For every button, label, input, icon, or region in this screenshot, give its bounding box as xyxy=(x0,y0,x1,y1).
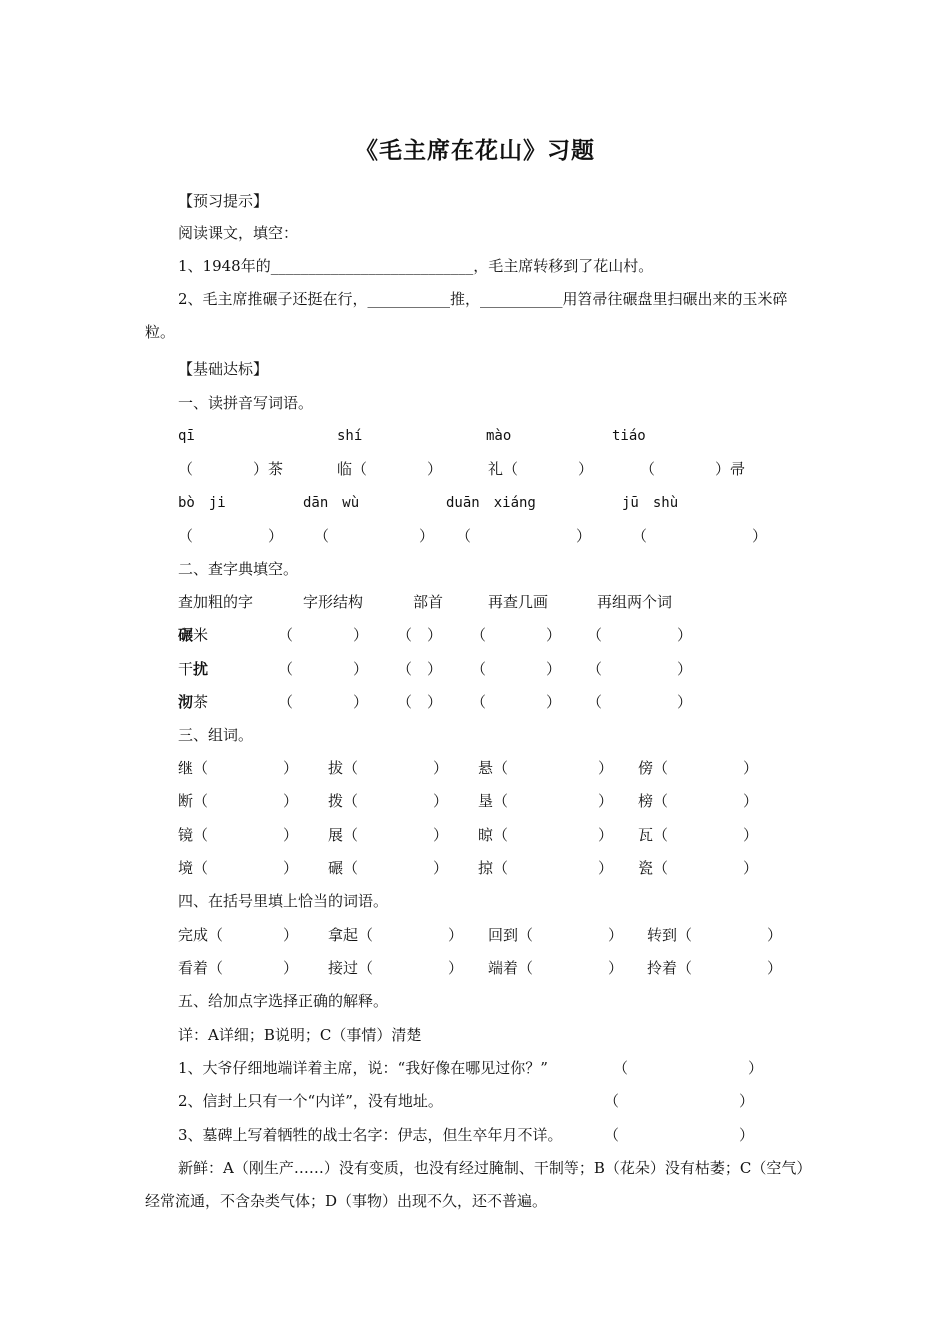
preview-instruction-row xyxy=(0,222,950,244)
sentence-row xyxy=(0,1057,950,1079)
word-group-row xyxy=(0,790,950,812)
word-group-slot: 瓦（ ） xyxy=(638,826,759,844)
definition-xiang: 详：A详细；B说明；C（事情）清楚 xyxy=(178,1026,422,1044)
pinyin: qī xyxy=(178,428,195,444)
strokes-slot: （ ） xyxy=(471,626,562,644)
answer-row-2 xyxy=(0,525,950,547)
basic-header-row xyxy=(0,358,950,380)
pinyin-row-2 xyxy=(0,492,950,514)
bold-char: 沏 xyxy=(178,693,194,711)
sec4-heading: 四、在括号里填上恰当的词语。 xyxy=(178,892,389,910)
structure-slot: （ ） xyxy=(278,660,369,678)
bold-char: 碾 xyxy=(178,626,194,644)
structure-slot: （ ） xyxy=(278,626,369,644)
plain-char: 茶 xyxy=(193,693,209,711)
sentence-row xyxy=(0,1124,950,1146)
dict-table-header xyxy=(0,591,950,613)
word-group-slot: 拨（ ） xyxy=(328,792,449,810)
pinyin: duān xiáng xyxy=(446,495,536,511)
fill-word-row xyxy=(0,924,950,946)
fill-word-slot: 回到（ ） xyxy=(488,926,624,944)
strokes-slot: （ ） xyxy=(471,693,562,711)
column-header: 字形结构 xyxy=(303,593,364,611)
word-group-slot: 断（ ） xyxy=(178,792,299,810)
answer-slot: （ ） xyxy=(604,1126,755,1144)
word-group-slot: 继（ ） xyxy=(178,759,299,777)
plain-char: 干 xyxy=(178,660,194,678)
dict-table-row xyxy=(0,691,950,713)
dict-table-row xyxy=(0,624,950,646)
sec3-heading: 三、组词。 xyxy=(178,726,254,744)
words-slot: （ ） xyxy=(587,693,693,711)
plain-char: 米 xyxy=(193,626,209,644)
column-header: 查加粗的字 xyxy=(178,593,254,611)
word-group-slot: 悬（ ） xyxy=(478,759,614,777)
preview-q2: 2、毛主席推碾子还挺在行，___________推，___________用笤帚往碾盘里扫碾出来的玉米碎粒。 xyxy=(145,290,788,341)
sec2-heading: 二、查字典填空。 xyxy=(178,560,299,578)
answer-slot: 礼（ ） xyxy=(488,460,594,478)
dict-table-row xyxy=(0,658,950,680)
fill-word-slot: 接过（ ） xyxy=(328,959,464,977)
word-group-slot: 傍（ ） xyxy=(638,759,759,777)
word-group-slot: 垦（ ） xyxy=(478,792,614,810)
word-group-slot: 瓷（ ） xyxy=(638,859,759,877)
sec5-heading: 五、给加点字选择正确的解释。 xyxy=(178,992,389,1010)
dict-word xyxy=(178,658,208,680)
answer-slot: （ ）茶 xyxy=(178,460,284,478)
word-group-row xyxy=(0,757,950,779)
radical-slot: （ ） xyxy=(397,660,443,678)
word-group-row xyxy=(0,857,950,879)
pinyin: dān wù xyxy=(303,495,360,511)
word-group-slot: 碾（ ） xyxy=(328,859,449,877)
column-header: 部首 xyxy=(413,593,444,611)
radical-slot: （ ） xyxy=(397,693,443,711)
sec1-heading-row xyxy=(0,392,950,414)
sec3-heading-row xyxy=(0,724,950,746)
pinyin: mào xyxy=(486,428,512,444)
basic-header: 【基础达标】 xyxy=(178,360,269,378)
fill-word-slot: 看着（ ） xyxy=(178,959,299,977)
definition-xinxian: 新鲜：A（刚生产……）没有变质，也没有经过腌制、干制等；B（花朵）没有枯萎；C（空气）经常流通，不含杂类气体；D（事物）出现不久，还不普遍。 xyxy=(145,1159,804,1210)
answer-slot: （ ） xyxy=(604,1092,755,1110)
sec4-heading-row xyxy=(0,890,950,912)
fill-word-slot: 端着（ ） xyxy=(488,959,624,977)
fill-word-slot: 转到（ ） xyxy=(647,926,783,944)
pinyin: shí xyxy=(337,428,363,444)
dict-word xyxy=(178,624,208,646)
pinyin: tiáo xyxy=(612,428,646,444)
word-group-slot: 展（ ） xyxy=(328,826,449,844)
answer-row-1 xyxy=(0,458,950,480)
answer-slot: （ ） xyxy=(178,527,284,545)
dict-word xyxy=(178,691,208,713)
pinyin: bò ji xyxy=(178,495,226,511)
fill-word-slot: 完成（ ） xyxy=(178,926,299,944)
preview-header-row xyxy=(0,190,950,212)
word-group-slot: 掠（ ） xyxy=(478,859,614,877)
radical-slot: （ ） xyxy=(397,626,443,644)
words-slot: （ ） xyxy=(587,626,693,644)
sentence-text: 1、大爷仔细地端详着主席，说：“我好像在哪见过你？” xyxy=(178,1059,548,1077)
preview-q1-row xyxy=(0,255,950,277)
fill-word-row xyxy=(0,957,950,979)
preview-instruction: 阅读课文，填空： xyxy=(178,224,299,242)
fill-word-slot: 拿起（ ） xyxy=(328,926,464,944)
column-header: 再组两个词 xyxy=(597,593,673,611)
fill-word-slot: 拎着（ ） xyxy=(647,959,783,977)
definition-row xyxy=(0,1024,950,1046)
words-slot: （ ） xyxy=(587,660,693,678)
strokes-slot: （ ） xyxy=(471,660,562,678)
sec2-heading-row xyxy=(0,558,950,580)
sec1-heading: 一、读拼音写词语。 xyxy=(178,394,314,412)
pinyin: jū shù xyxy=(622,495,679,511)
answer-slot: 临（ ） xyxy=(337,460,443,478)
preview-header: 【预习提示】 xyxy=(178,192,269,210)
sentence-text: 3、墓碑上写着牺牲的战士名字：伊志，但生卒年月不详。 xyxy=(178,1126,563,1144)
answer-slot: （ ） xyxy=(632,527,768,545)
word-group-row xyxy=(0,824,950,846)
sentence-row xyxy=(0,1090,950,1112)
column-header: 再查几画 xyxy=(488,593,549,611)
preview-q1: 1、1948年的___________________________，毛主席转移到了花山村。 xyxy=(178,257,654,275)
word-group-slot: 境（ ） xyxy=(178,859,299,877)
answer-slot: （ ） xyxy=(613,1059,764,1077)
page-title: 《毛主席在花山》习题 xyxy=(355,138,595,164)
word-group-slot: 晾（ ） xyxy=(478,826,614,844)
pinyin-row-1 xyxy=(0,425,950,447)
answer-slot: （ ）帚 xyxy=(640,460,746,478)
answer-slot: （ ） xyxy=(314,527,435,545)
answer-slot: （ ） xyxy=(456,527,592,545)
bold-char: 扰 xyxy=(193,660,209,678)
sec5-heading-row xyxy=(0,990,950,1012)
word-group-slot: 榜（ ） xyxy=(638,792,759,810)
structure-slot: （ ） xyxy=(278,693,369,711)
word-group-slot: 拔（ ） xyxy=(328,759,449,777)
word-group-slot: 镜（ ） xyxy=(178,826,299,844)
sentence-text: 2、信封上只有一个“内详”，没有地址。 xyxy=(178,1092,443,1110)
